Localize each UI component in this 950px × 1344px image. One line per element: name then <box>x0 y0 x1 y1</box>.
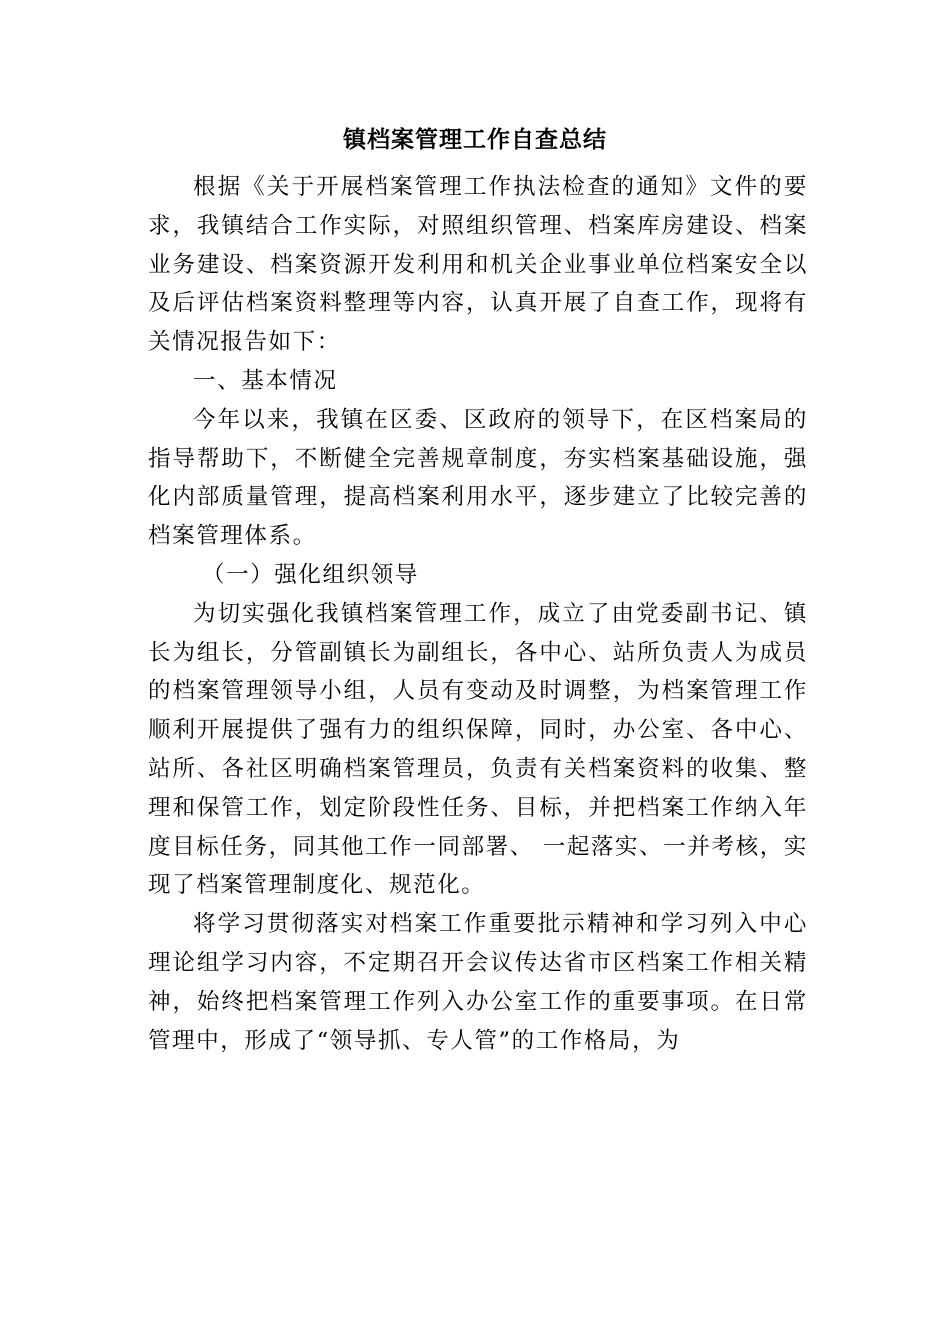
document-body <box>148 168 808 1060</box>
subsection-heading-leadership: （一）强化组织领导 <box>202 561 419 588</box>
document-title: 镇档案管理工作自查总结 <box>343 127 607 153</box>
basic-situation-paragraph: 今年以来，我镇在区委、区政府的领导下，在区档案局的指导帮助下，不断健全完善规章制度，夯实档案基础设施，强化内部质量管理，提高档案利用水平，逐步建立了比较完善的档案管理体系。 <box>148 406 808 550</box>
section-heading-basic-situation: 一、基本情况 <box>193 367 338 394</box>
study-paragraph: 将学习贯彻落实对档案工作重要批示精神和学习列入中心理论组学习内容，不定期召开会议传达省市区档案工作相关精神，始终把档案管理工作列入办公室工作的重要事项。在日常管理中，形成了“领导抓、专人管”的工作格局，为 <box>148 911 808 1054</box>
leadership-paragraph: 为切实强化我镇档案管理工作，成立了由党委副书记、镇长为组长，分管副镇长为副组长，各中心、站所负责人为成员的档案管理领导小组，人员有变动及时调整，为档案管理工作顺利开展提供了强有力的组织保障，同时，办公室、各中心、站所、各社区明确档案管理员，负责有关档案资料的收集、整理和保管工作，划定阶段性任务、目标，并把档案工作纳入年度目标任务，同其他工作一同部署、 一起落实、一并考核，实现了档案管理制度化、规范化。 <box>148 600 808 899</box>
intro-paragraph: 根据《关于开展档案管理工作执法检查的通知》文件的要求，我镇结合工作实际，对照组织管理、档案库房建设、档案业务建设、档案资源开发利用和机关企业事业单位档案安全以及后评估档案资料整理等内容，认真开展了自查工作，现将有关情况报告如下： <box>148 174 808 356</box>
